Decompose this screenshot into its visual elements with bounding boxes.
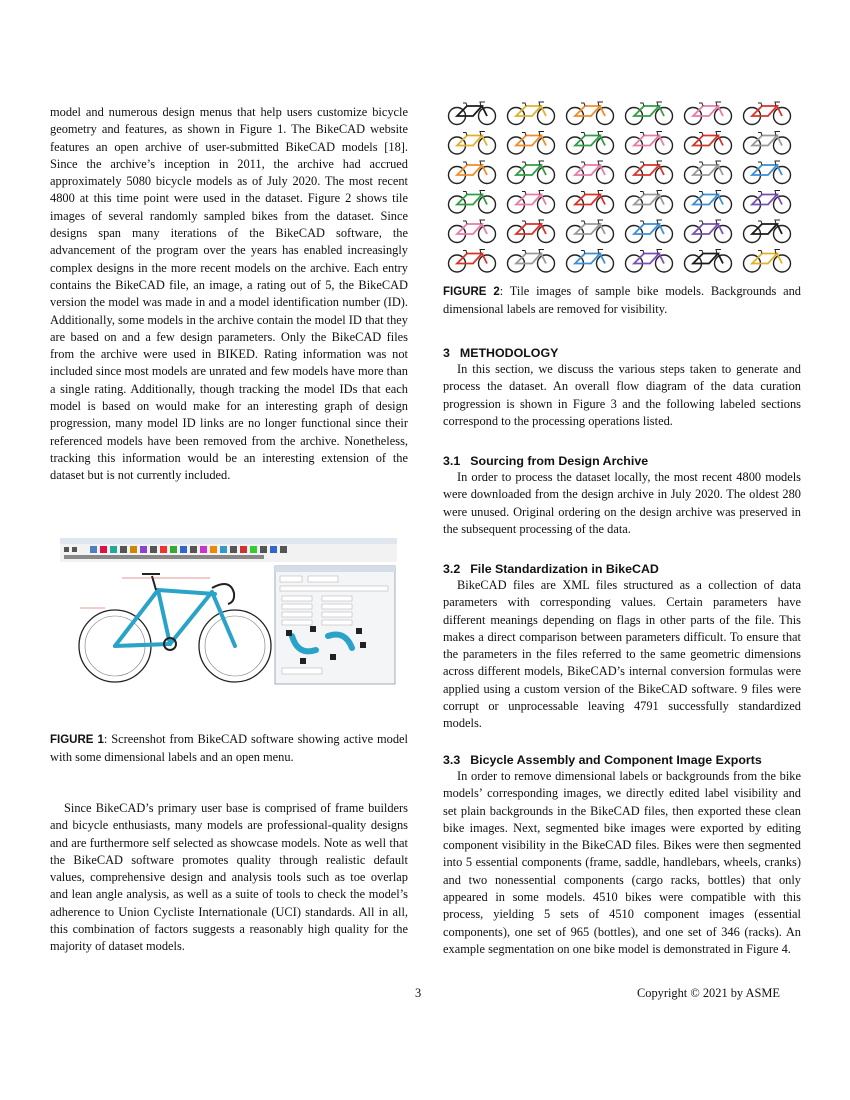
- section-3-1-title: Sourcing from Design Archive: [470, 454, 649, 468]
- section-3-1-text: In order to process the dataset locally, the most recent 4800 models were downloaded from the design archive in July 2020. The oldest 280 were unused. Original ordering on the design archive was preserved in the subsequent processing of the data.: [443, 470, 801, 536]
- section-3-number: 3: [443, 346, 450, 360]
- bike-tile-grid: [443, 96, 798, 274]
- left-column: [50, 104, 408, 485]
- section-3-3-text: In order to remove dimensional labels or backgrounds from the bike models’ corresponding images, we directly edited label visibility and set plain backgrounds in the BikeCAD files, then exported these clean bike images. Next, segmented bike images were exported by editing component visibility in the BikeCAD files. Bikes were then segmented into 5 essential components (frame, saddle, handlebars, wheels, cranks) and two nonessential components (cargo racks, bottles) that only appeared in some models. 4510 bikes were compatible with this process, yielding 5 sets of 4510 component images (essential components), one set of 965 (bottles), and one set of 346 (racks). An example segmentation on one bike model is demonstrated in Figure 4.: [443, 769, 801, 956]
- bike-tile: [449, 250, 496, 273]
- left-paragraph-2: Since BikeCAD’s primary user base is comprised of frame builders and bicycle enthusiasts, many models are professional-quality designs and are furthermore self selected as showcase models. Note as well that the BikeCAD software promotes quality through realistic default values, comprehensive design and analysis tools such as toe overlap and lean angle analysis, as well as a suite of tools to check the model’s adherence to Union Cycliste Internationale (UCI) standards. All in all, this combination of factors suggests a reasonably high quality for the majority of dataset models.: [50, 801, 408, 954]
- section-3-heading: [443, 345, 801, 361]
- bike-tile: [567, 102, 614, 125]
- bike-tile: [567, 132, 614, 155]
- bike-tile: [626, 220, 673, 243]
- bike-tile: [449, 102, 496, 125]
- bike-tile: [744, 102, 791, 125]
- bike-tile: [567, 220, 614, 243]
- section-3: [443, 345, 801, 430]
- figure-2-caption: [443, 283, 801, 319]
- bike-tile: [449, 191, 496, 214]
- figure-2-caption-text: : Tile images of sample bike models. Backgrounds and dimensional labels are removed for visibility.: [443, 284, 801, 317]
- section-3-2-heading: [443, 561, 801, 577]
- bike-tile: [744, 161, 791, 184]
- bike-tile: [685, 132, 732, 155]
- section-3-3: [443, 752, 801, 958]
- bike-tile: [508, 220, 555, 243]
- bike-tile: [626, 132, 673, 155]
- bike-tile: [508, 250, 555, 273]
- bike-tile: [567, 191, 614, 214]
- figure-1-caption: [50, 731, 408, 767]
- section-3-3-number: 3.3: [443, 753, 461, 767]
- section-3-3-title: Bicycle Assembly and Component Image Exports: [470, 753, 762, 767]
- bike-tile: [567, 250, 614, 273]
- figure-1-image: [60, 538, 397, 686]
- bike-tile: [508, 102, 555, 125]
- bike-tile: [744, 250, 791, 273]
- bike-tile: [744, 132, 791, 155]
- figure-2-label: FIGURE 2: [443, 286, 500, 298]
- bike-tile: [449, 132, 496, 155]
- left-paragraph-1: model and numerous design menus that help users customize bicycle geometry and features, as shown in Figure 1. The BikeCAD website features an open archive of user-submitted BikeCAD models [18]. Since the archive’s inception in 2011, the archive had accrued approximately 5080 bicycle models as of July 2020. The most recent 4800 at this time point were used in the dataset. Figure 2 shows tile images of several randomly sampled bikes from the dataset. Since designs span many iterations of the BikeCAD software, the advancement of the program over the years has enabled increasingly complex designs in the more recent models on the archive. Each entry contains the BikeCAD file, an image, a rating out of 5, the BikeCAD version the model was made in and a model identification number (ID). Additionally, some models in the archive contain the model ID that they are based on and a few design parameters. Only the BikeCAD files from the archive were used in BIKED. Rating information was not included since most models are unrated and few models have more than a single rating. Additionally, though tracking the model IDs that each model is based on would make for an interesting graph of design progression, many model ID links are no longer functional since their referenced models have been removed from the archive. Nonetheless, tracking this information would be an interesting extension of the dataset but is not currently included.: [50, 105, 408, 483]
- copyright-notice: Copyright © 2021 by ASME: [637, 986, 780, 1000]
- section-3-2: [443, 561, 801, 733]
- section-3-3-heading: [443, 752, 801, 768]
- bike-tile: [626, 191, 673, 214]
- bike-tile: [685, 220, 732, 243]
- bike-tile: [508, 132, 555, 155]
- bike-tile: [626, 250, 673, 273]
- figure-1-caption-text: : Screenshot from BikeCAD software showing active model with some dimensional labels and an open menu.: [50, 732, 409, 765]
- bike-tile: [744, 191, 791, 214]
- section-3-title: METHODOLOGY: [459, 346, 559, 360]
- bike-tile: [744, 220, 791, 243]
- section-3-2-text: BikeCAD files are XML files structured as a collection of data parameters with corresponding values. Certain parameters have different meanings depending on flags in other parts of the file. This makes a direct comparison between parameters difficult. To ensure that the parameters in the files referred to the same geometric dimensions across different models, BikeCAD’s internal conversion formulas were applied using a custom version of the BikeCAD software. 9 files were corrupt or unprocessable leaving 4791 successfully standardized models.: [443, 578, 801, 731]
- bike-tile: [508, 191, 555, 214]
- section-3-2-number: 3.2: [443, 562, 461, 576]
- bike-tile: [626, 161, 673, 184]
- bike-tile: [626, 102, 673, 125]
- bike-tile: [685, 250, 732, 273]
- bike-tile: [508, 161, 555, 184]
- bike-tile: [685, 102, 732, 125]
- section-3-text: In this section, we discuss the various steps taken to generate and process the dataset. An overall flow diagram of the data curation progression is shown in Figure 3 and the following labeled sections correspond to the processing operations listed.: [443, 362, 801, 428]
- section-3-1: [443, 453, 801, 538]
- section-3-1-number: 3.1: [443, 454, 461, 468]
- figure-1-label: FIGURE 1: [50, 734, 104, 746]
- bike-tile: [685, 191, 732, 214]
- bike-tile: [449, 161, 496, 184]
- section-3-2-title: File Standardization in BikeCAD: [470, 562, 659, 576]
- bike-tile: [449, 220, 496, 243]
- bike-tile: [685, 161, 732, 184]
- bike-tile: [567, 161, 614, 184]
- section-3-1-heading: [443, 453, 801, 469]
- bikecad-screenshot-illustration: [60, 538, 397, 686]
- figure-2-image: [443, 96, 798, 274]
- page-number: 3: [415, 986, 422, 1000]
- left-paragraph-2-block: [50, 800, 408, 956]
